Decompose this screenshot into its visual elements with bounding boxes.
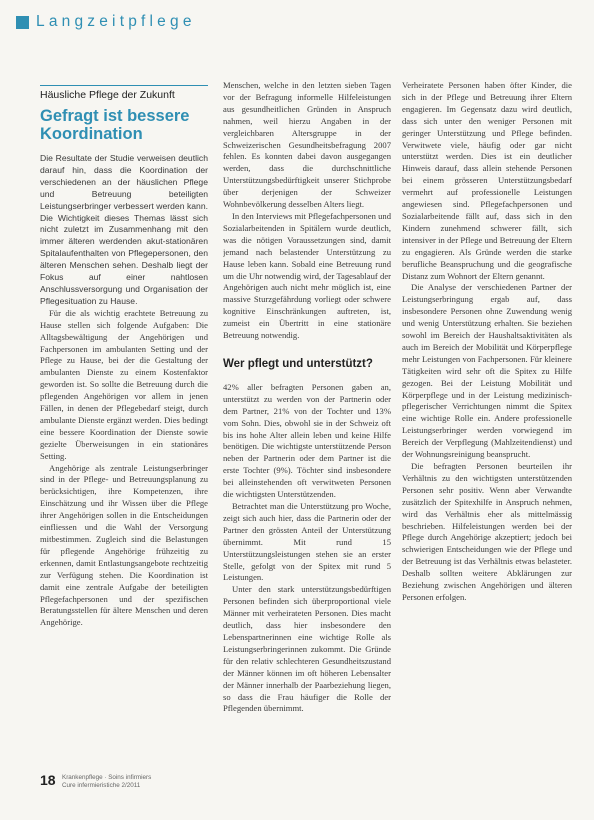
section-marker [16, 16, 29, 29]
body-paragraph: Die Analyse der verschiedenen Partner der Leistungserbringung ergab auf, dass insbesondere Personen ohne Zuwendung wenig und wenig Unterstützung erhalten. Sie beziehen sowohl im Bereich der Haushaltsaktivitäten als auch im Bereich der Mobilität und Körperpflege mehr Leistungen von Fachpersonen. Für kleinere Tätigkeiten wird sehr oft die Spitex zu Hilfe gezogen. Bei der Leistung Mobilität und Körperpflege und in der Leistung medizinisch-pflegerischer Verrichtungen nimmt die Spitex eine wichtige Rolle ein. Andere professionelle Leistungserbringer werden vorwiegend im Bereich der Verpflegung (Mahlzeitendienst) und der Wohnungsreinigung beansprucht. [402, 282, 572, 460]
lead-paragraph: Die Resultate der Studie verweisen deutlich darauf hin, dass die Koordination der verschiedenen an der häuslichen Pflege und Betreuung beteiligten Leistungserbringer verbessert werden kann. Die Wichtigkeit dieses Themas lässt sich nicht zuletzt im Zusammenhang mit den immer älteren werdenden akut-stationären Spitalaufenthalten von Pflegepersonen, den älteren Menschen sehen. Deshalb liegt der Fokus auf einer nahtlosen Anschlussversorgung und Organisation der Pflegesituation zu Hause. [40, 153, 208, 306]
body-paragraph: Unter den stark unterstützungsbedürftigen Personen befinden sich überproportional viele Männer mit verheirateten Personen. Dies macht deutlich, dass hier insbesondere den Lebenspartnerinnen eine wichtige Rolle als Leistungserbringerinnen zukommt. Die Gründe für den relativ schlechteren Gesundheitszustand der Männer können im oft höheren Lebensalter der Männer innerhalb der Paarbeziehung liegen, so dass die Frau häufiger die Rolle der Pflegenden übernimmt. [223, 584, 391, 714]
section-title: Langzeitpflege [36, 13, 196, 30]
article-column-1 [40, 72, 208, 752]
body-paragraph: In den Interviews mit Pflegefachpersonen und Sozialarbeitenden in Spitälern wurde deutlich, was die nötigen Voraussetzungen sind, damit jemand nach belastender Unterstützung zu Hause leben kann. Sobald eine Betreuung rund um die Uhr notwendig wird, der Tagesablauf der Angehörigen auch nicht mehr möglich ist, eine massive Sturzgefährdung vorliegt oder schwere kognitive Einschränkungen auftreten, ist, zumeist ein Übertritt in eine stationäre Betreuung notwendig. [223, 210, 391, 341]
body-paragraph: 42% aller befragten Personen gaben an, unterstützt zu werden von der Partnerin oder dem Partner, 21% von der Tochter und 13% vom Sohn. Dies, obwohl sie in der Schweiz oft bis ins hohe Alter allein leben und keine Hilfe benötigen. Die wichtigste unterstützende Person neben der Partnerin oder dem Partner ist die erste Tochter (9%). Töchter sind insbesondere bei alleinstehenden oft verwitweten Personen die wichtigsten Unterstützenden. [223, 381, 391, 500]
article-column-2 [223, 80, 391, 760]
article-column-3 [402, 80, 572, 760]
body-paragraph: Angehörige als zentrale Leistungserbringer sind in der Pflege- und Betreuungsplanung zu berücksichtigen, ihre Kompetenzen, ihre Einschätzung und ihr Wissen über die Pflege ihrer Angehörigen sollen in die Entscheidungen einfliessen und die Wahl der Versorgung mitbestimmen. Zugleich sind die Belastungen für pflegende Angehörige frühzeitig zu erkennen, damit Entlastungsangebote rechtzeitig zur Verfügung stehen. Die Koordination ist damit eine zentrale Aufgabe der beteiligten Pflegefachpersonen und der spezifischen Beratungsstellen für ältere Menschen und deren Angehörige. [40, 462, 208, 628]
source-line-2: Cure infermieristiche 2/2011 [62, 782, 141, 789]
page-footer [40, 772, 240, 796]
article-headline: Gefragt ist bessere Koordination [40, 107, 190, 143]
body-paragraph: Die befragten Personen beurteilen ihr Verhältnis zu den wichtigsten unterstützenden Personen sehr positiv. Wenn aber Verwandte zusätzlich der Spitexhilfe in Anspruch nehmen, wird das Verhältnis eher als mittelmässig beschrieben. Hilfeleistungen werden bei der Pflege durch Angehörige akzeptiert; jedoch bei schwierigen Entscheidungen wie der Pflege und der Betreuung ist das Verhältnis etwas belasteter. Deshalb sollten weitere Abklärungen zur Beziehung zwischen Angehörigen und älteren Personen erfolgen. [402, 461, 572, 602]
column-2-text [223, 80, 391, 342]
body-paragraph: Betrachtet man die Unterstützung pro Woche, zeigt sich auch hier, dass die Partnerin oder der Partner den grössten Anteil der Unterstützung übernimmt. Mit rund 15 Unterstützungsleistungen stehen sie an erster Stelle, gefolgt von der Spitex mit rund 5 Leistungen. [223, 501, 391, 583]
column-2b-text [223, 382, 391, 715]
section-header [16, 14, 576, 38]
article-subhead: Wer pflegt und unterstützt? [223, 357, 373, 370]
body-paragraph: Für die als wichtig erachtete Betreuung zu Hause stellen sich folgende Aufgaben: Die Alltagsbewältigung der Angehörigen und Fachpersonen im ambulanten Setting und der Pflege zu Hause, bei der die Gestaltung der ambulanten Dienste zu einem Kostenfaktor geworden ist. So sollte die Betreuung durch die pflegenden Angehörigen vor allem in jenen Fällen, in denen der Pflegebedarf steigt, durch ambulante Dienste ergänzt werden. Dies bedingt eine bessere Koordination der Dienste sowie gezielte Überweisungen in ein stationäres Setting. [40, 307, 208, 461]
column-1-text [40, 153, 208, 629]
page-number: 18 [40, 772, 56, 788]
article-kicker: Häusliche Pflege der Zukunft [40, 85, 208, 105]
source-line-1: Krankenpflege · Soins infirmiers [62, 774, 152, 781]
body-paragraph: Verheiratete Personen haben öfter Kinder, die sich in der Pflege und Betreuung ihrer Eltern engagieren. Im Gegensatz dazu wird deutlich, dass sich unter den weniger Personen mit geringer Unterstützung und Pflege befinden. Verwitwete viele, häufig oder gar nicht unterstützt werden. Dies ist ein deutlicher Hinweis darauf, dass allein stehende Personen bei einem grösseren Unterstützungsbedarf vermehrt auf professionelle Leistungen angewiesen sind. Pflegefachpersonen und Sozialarbeitende fällt auf, dass sich in den Kindern zunehmend schwerer fällt, sich intensiver in der Pflege und Betreuung der Eltern zu engagieren. Als Gründe werden die starke berufliche Beanspruchung und die geografische Distanz zum Wohnort der Eltern genannt. [402, 80, 572, 281]
publication-source [62, 774, 192, 790]
body-paragraph: Menschen, welche in den letzten sieben Tagen vor der Befragung informelle Hilfeleistungen aus gesundheitlichen Gründen in Anspruch nahmen, weil hierzu Angaben in der vergleichbaren Altersgruppe in der Schweizerischen Gesundheitsbefragung 2007 fehlen. Es konnten dabei davon ausgegangen werden, dass die durchschnittliche Unterstützungsbedürftigkeit unserer Stichprobe über derjenigen der Schweizer Wohnbevölkerung desselben Alters liegt. [223, 80, 391, 210]
column-3-text [402, 80, 572, 604]
